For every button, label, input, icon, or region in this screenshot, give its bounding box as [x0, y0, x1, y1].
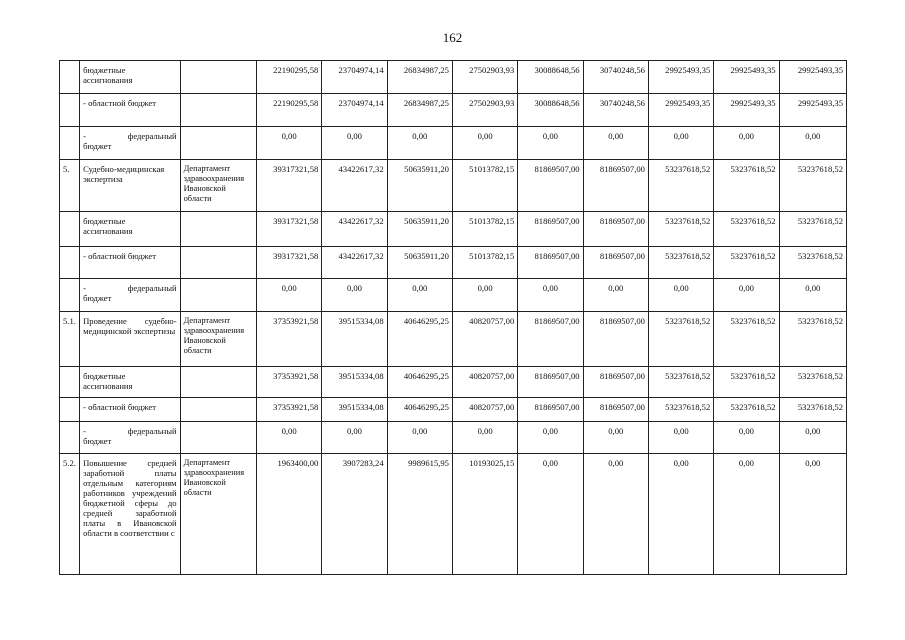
row-name: - областной бюджет	[80, 247, 181, 279]
value-cell: 0,00	[322, 422, 387, 454]
value-cell: 53237618,52	[779, 160, 846, 212]
table-row	[60, 279, 847, 312]
value-cell: 0,00	[518, 127, 583, 160]
value-cell: 29925493,35	[648, 94, 713, 127]
federal-budget-label	[83, 283, 177, 293]
value-cell: 0,00	[714, 454, 779, 575]
row-name: бюджетные ассигнования	[80, 61, 181, 94]
federal-dash: -	[83, 426, 86, 436]
value-cell: 53237618,52	[714, 212, 779, 247]
row-number: 5.1.	[60, 312, 80, 367]
row-number	[60, 247, 80, 279]
value-cell: 53237618,52	[714, 160, 779, 212]
value-cell: 0,00	[322, 279, 387, 312]
row-executor	[180, 398, 256, 422]
table-row	[60, 212, 847, 247]
federal-word: федеральный	[127, 283, 177, 293]
value-cell: 0,00	[256, 127, 321, 160]
row-executor	[180, 61, 256, 94]
value-cell: 0,00	[779, 279, 846, 312]
row-number	[60, 212, 80, 247]
row-number: 5.2.	[60, 454, 80, 575]
value-cell: 53237618,52	[648, 367, 713, 398]
value-cell: 0,00	[583, 422, 648, 454]
value-cell: 40820757,00	[452, 367, 517, 398]
row-name: бюджетные ассигнования	[80, 212, 181, 247]
value-cell: 39317321,58	[256, 160, 321, 212]
value-cell: 1963400,00	[256, 454, 321, 575]
budget-word: бюджет	[83, 293, 112, 303]
value-cell: 53237618,52	[779, 247, 846, 279]
value-cell: 0,00	[714, 127, 779, 160]
table-row	[60, 94, 847, 127]
value-cell: 81869507,00	[518, 212, 583, 247]
value-cell: 29925493,35	[648, 61, 713, 94]
value-cell: 0,00	[256, 279, 321, 312]
value-cell: 40646295,25	[387, 312, 452, 367]
value-cell: 0,00	[779, 422, 846, 454]
table-row	[60, 247, 847, 279]
row-name: Повышение средней заработной платы отдельным категориям работников учреждений бюджетной сферы до средней заработной платы в Ивановской области в соответствии с	[80, 454, 181, 575]
value-cell: 81869507,00	[518, 398, 583, 422]
value-cell: 23704974,14	[322, 61, 387, 94]
table-row	[60, 422, 847, 454]
value-cell: 0,00	[322, 127, 387, 160]
value-cell: 43422617,32	[322, 247, 387, 279]
table-row	[60, 367, 847, 398]
row-executor: Департамент здравоохранения Ивановской области	[180, 160, 256, 212]
value-cell: 81869507,00	[518, 160, 583, 212]
value-cell: 0,00	[518, 279, 583, 312]
value-cell: 37353921,58	[256, 367, 321, 398]
value-cell: 10193025,15	[452, 454, 517, 575]
row-name: Проведение судебно-медицинской экспертизы	[80, 312, 181, 367]
value-cell: 81869507,00	[583, 367, 648, 398]
value-cell: 40820757,00	[452, 312, 517, 367]
value-cell: 26834987,25	[387, 61, 452, 94]
value-cell: 37353921,58	[256, 398, 321, 422]
value-cell: 50635911,20	[387, 160, 452, 212]
value-cell: 39515334,08	[322, 312, 387, 367]
table-row	[60, 454, 847, 575]
value-cell: 53237618,52	[779, 367, 846, 398]
value-cell: 81869507,00	[518, 367, 583, 398]
row-name: Судебно-медицинская экспертиза	[80, 160, 181, 212]
row-number	[60, 94, 80, 127]
value-cell: 81869507,00	[583, 398, 648, 422]
value-cell: 22190295,58	[256, 94, 321, 127]
value-cell: 0,00	[648, 454, 713, 575]
value-cell: 39515334,08	[322, 367, 387, 398]
value-cell: 40646295,25	[387, 398, 452, 422]
row-executor	[180, 422, 256, 454]
value-cell: 0,00	[518, 454, 583, 575]
value-cell: 51013782,15	[452, 247, 517, 279]
federal-budget-label	[83, 426, 177, 436]
value-cell: 0,00	[256, 422, 321, 454]
federal-dash: -	[83, 131, 86, 141]
value-cell: 40820757,00	[452, 398, 517, 422]
row-executor	[180, 127, 256, 160]
value-cell: 29925493,35	[779, 94, 846, 127]
value-cell: 50635911,20	[387, 212, 452, 247]
value-cell: 0,00	[714, 279, 779, 312]
value-cell: 27502903,93	[452, 94, 517, 127]
federal-budget-label	[83, 131, 177, 141]
row-executor	[180, 247, 256, 279]
value-cell: 0,00	[648, 422, 713, 454]
value-cell: 53237618,52	[714, 247, 779, 279]
row-number	[60, 398, 80, 422]
value-cell: 53237618,52	[714, 312, 779, 367]
value-cell: 39317321,58	[256, 212, 321, 247]
value-cell: 81869507,00	[583, 247, 648, 279]
value-cell: 53237618,52	[648, 398, 713, 422]
row-number	[60, 422, 80, 454]
value-cell: 51013782,15	[452, 212, 517, 247]
table-row	[60, 398, 847, 422]
row-number	[60, 61, 80, 94]
value-cell: 37353921,58	[256, 312, 321, 367]
value-cell: 53237618,52	[779, 212, 846, 247]
row-executor	[180, 279, 256, 312]
row-executor	[180, 212, 256, 247]
row-number	[60, 367, 80, 398]
row-name	[80, 279, 181, 312]
value-cell: 0,00	[583, 454, 648, 575]
value-cell: 3907283,24	[322, 454, 387, 575]
value-cell: 22190295,58	[256, 61, 321, 94]
row-executor: Департамент здравоохранения Ивановской области	[180, 312, 256, 367]
value-cell: 40646295,25	[387, 367, 452, 398]
table-body	[60, 61, 847, 575]
value-cell: 0,00	[452, 422, 517, 454]
value-cell: 0,00	[387, 127, 452, 160]
value-cell: 26834987,25	[387, 94, 452, 127]
table-row	[60, 312, 847, 367]
value-cell: 43422617,32	[322, 160, 387, 212]
value-cell: 23704974,14	[322, 94, 387, 127]
table-row	[60, 127, 847, 160]
value-cell: 0,00	[387, 279, 452, 312]
value-cell: 29925493,35	[714, 94, 779, 127]
row-number	[60, 127, 80, 160]
value-cell: 53237618,52	[714, 367, 779, 398]
value-cell: 0,00	[583, 279, 648, 312]
value-cell: 39515334,08	[322, 398, 387, 422]
value-cell: 30740248,56	[583, 94, 648, 127]
value-cell: 0,00	[779, 454, 846, 575]
row-executor	[180, 94, 256, 127]
value-cell: 43422617,32	[322, 212, 387, 247]
value-cell: 53237618,52	[648, 212, 713, 247]
value-cell: 81869507,00	[518, 247, 583, 279]
budget-word: бюджет	[83, 141, 112, 151]
value-cell: 81869507,00	[583, 212, 648, 247]
value-cell: 50635911,20	[387, 247, 452, 279]
federal-word: федеральный	[127, 426, 177, 436]
value-cell: 39317321,58	[256, 247, 321, 279]
value-cell: 81869507,00	[583, 160, 648, 212]
value-cell: 53237618,52	[648, 312, 713, 367]
value-cell: 0,00	[648, 127, 713, 160]
value-cell: 53237618,52	[714, 398, 779, 422]
value-cell: 51013782,15	[452, 160, 517, 212]
value-cell: 53237618,52	[648, 160, 713, 212]
row-name	[80, 127, 181, 160]
row-name: бюджетные ассигнования	[80, 367, 181, 398]
federal-dash: -	[83, 283, 86, 293]
page-number: 162	[442, 30, 463, 45]
row-name	[80, 422, 181, 454]
value-cell: 9989615,95	[387, 454, 452, 575]
value-cell: 30088648,56	[518, 61, 583, 94]
row-name: - областной бюджет	[80, 398, 181, 422]
value-cell: 0,00	[779, 127, 846, 160]
value-cell: 0,00	[648, 279, 713, 312]
value-cell: 53237618,52	[779, 312, 846, 367]
row-name: - областной бюджет	[80, 94, 181, 127]
value-cell: 0,00	[583, 127, 648, 160]
value-cell: 0,00	[518, 422, 583, 454]
value-cell: 53237618,52	[648, 247, 713, 279]
value-cell: 29925493,35	[714, 61, 779, 94]
value-cell: 81869507,00	[583, 312, 648, 367]
value-cell: 53237618,52	[779, 398, 846, 422]
row-number: 5.	[60, 160, 80, 212]
budget-table	[59, 60, 847, 575]
value-cell: 30740248,56	[583, 61, 648, 94]
value-cell: 27502903,93	[452, 61, 517, 94]
value-cell: 0,00	[452, 279, 517, 312]
value-cell: 29925493,35	[779, 61, 846, 94]
value-cell: 0,00	[387, 422, 452, 454]
value-cell: 81869507,00	[518, 312, 583, 367]
table-row	[60, 61, 847, 94]
budget-word: бюджет	[83, 436, 112, 446]
value-cell: 0,00	[452, 127, 517, 160]
row-executor: Департамент здравоохранения Ивановской области	[180, 454, 256, 575]
row-executor	[180, 367, 256, 398]
row-number	[60, 279, 80, 312]
value-cell: 0,00	[714, 422, 779, 454]
table-row	[60, 160, 847, 212]
federal-word: федеральный	[127, 131, 177, 141]
value-cell: 30088648,56	[518, 94, 583, 127]
